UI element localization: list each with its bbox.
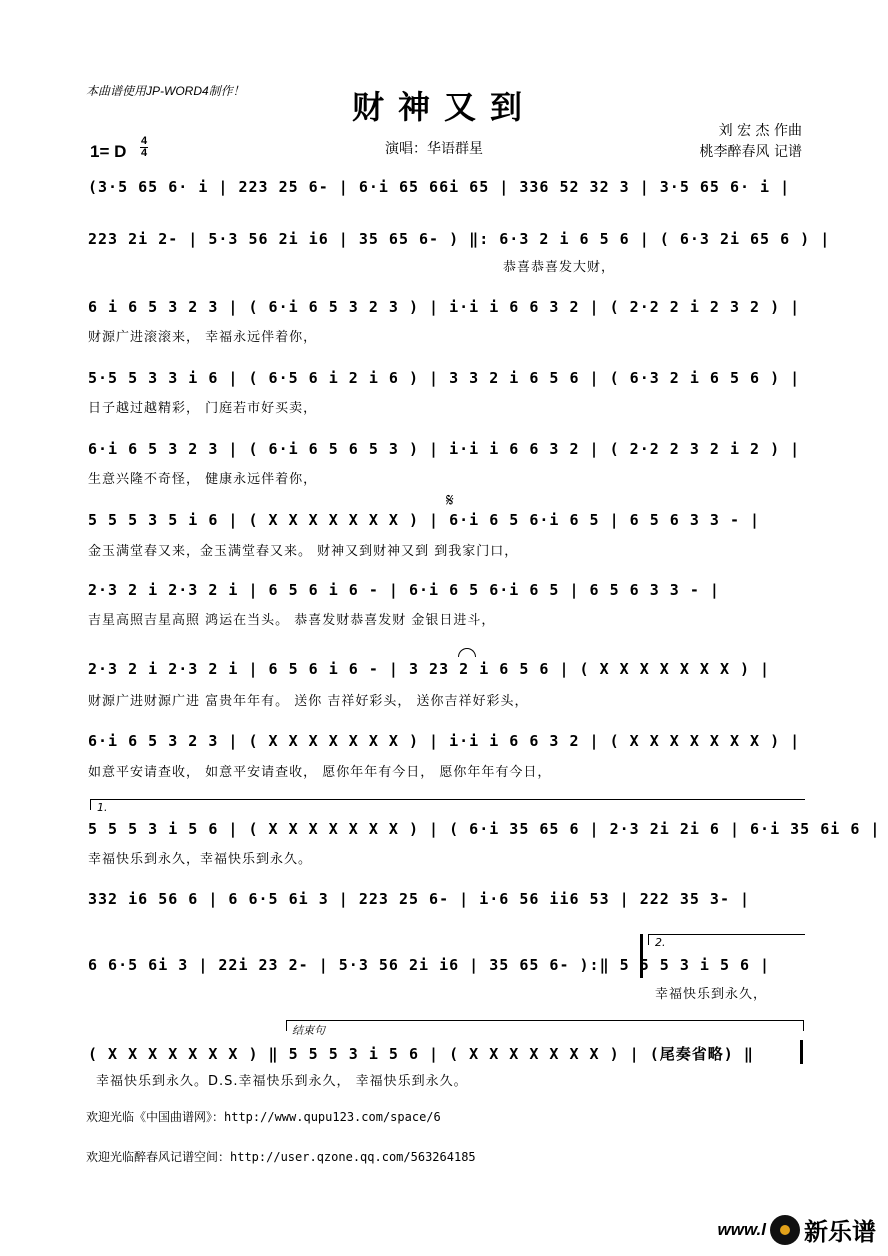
lyric-line-4: 日子越过越精彩， 门庭若市好买卖， [88,401,318,416]
volta-2-label: 2. [655,936,666,949]
score-line-13: ( X X X X X X X ) ‖ 5 5 5 3 i 5 6 | ( X X X X X X X ) | (尾奏省略) ‖ [88,1045,754,1063]
coda-label: 结束句 [292,1024,325,1037]
lyric-line-5: 生意兴隆不奇怪， 健康永远伴着你， [88,472,318,487]
lyric-line-2: 恭喜恭喜发大财， [503,260,616,275]
lyric-line-3: 财源广进滚滚来， 幸福永远伴着你， [88,330,318,345]
key-signature: 1= D [90,142,127,161]
record-disc-icon [770,1215,800,1245]
coda-bracket [286,1020,804,1031]
lyric-line-13: 幸福快乐到永久。D.S.幸福快乐到永久， 幸福快乐到永久。 [96,1074,468,1089]
segno-sign: 𝄋 [446,490,454,511]
fermata-mark [458,648,476,657]
volta-bracket-2 [648,934,805,949]
singer-credit: 演唱：华语群星 [385,141,483,157]
volta-1-label: 1. [97,801,108,814]
site-logo[interactable] [718,1212,877,1247]
final-barline [800,1040,803,1064]
score-line-9: 6·i 6 5 3 2 3 | ( X X X X X X X ) | i·i i 6 6 3 2 | ( X X X X X X X ) | [88,732,801,750]
software-note: 本曲谱使用JP-WORD4制作！ [86,84,245,98]
footer-link-qzone[interactable]: 欢迎光临醉春风记谱空间：http://user.qzone.qq.com/563264185 [86,1150,476,1164]
score-line-5: 6·i 6 5 3 2 3 | ( 6·i 6 5 6 5 3 ) | i·i i 6 6 3 2 | ( 2·2 2 3 2 i 2 ) | [88,440,801,458]
time-signature-top: 4 [141,135,148,147]
footer-link-qupu[interactable]: 欢迎光临《中国曲谱网》：http://www.qupu123.com/space/6 [86,1110,441,1124]
composer-credit: 刘 宏 杰 作曲 [718,123,802,139]
score-line-3: 6 i 6 5 3 2 3 | ( 6·i 6 5 3 2 3 ) | i·i i 6 6 3 2 | ( 2·2 2 i 2 3 2 ) | [88,298,801,316]
time-signature-bottom: 4 [141,147,148,159]
score-line-1: (3·5 65 6· i | 223 25 6- | 6·i 65 66i 65 | 336 52 32 3 | 3·5 65 6· i | [88,178,791,196]
lyric-line-10: 幸福快乐到永久，幸福快乐到永久。 [88,852,313,867]
score-line-8: 2·3 2 i 2·3 2 i | 6 5 6 i 6 - | 3 23 2 i 6 5 6 | ( X X X X X X X ) | [88,660,771,678]
score-line-12: 6 6·5 6i 3 | 22i 23 2- | 5·3 56 2i i6 | 35 65 6- ):‖ 5 5 5 3 i 5 6 | [88,956,771,974]
score-line-7: 2·3 2 i 2·3 2 i | 6 5 6 i 6 - | 6·i 6 5 6·i 6 5 | 6 5 6 3 3 - | [88,581,720,599]
lyric-line-8: 财源广进财源广进 富贵年年有。 送你 吉祥好彩头， 送你吉祥好彩头， [88,694,529,709]
lyric-line-12: 幸福快乐到永久， [655,987,768,1002]
logo-www-text: www.l [717,1219,766,1239]
lyric-line-6: 金玉满堂春又来，金玉满堂春又来。 财神又到财神又到 到我家门口， [88,544,519,559]
lyric-line-7: 吉星高照吉星高照 鸿运在当头。 恭喜发财恭喜发财 金银日进斗， [88,613,496,628]
score-line-10: 5 5 5 3 i 5 6 | ( X X X X X X X ) | ( 6·i 35 65 6 | 2·3 2i 2i 6 | 6·i 35 6i 6 | [88,820,881,838]
lyric-line-9: 如意平安请查收， 如意平安请查收， 愿你年年有今日， 愿你年年有今日， [88,765,552,780]
score-line-11: 332 i6 56 6 | 6 6·5 6i 3 | 223 25 6- | i·6 56 ii6 53 | 222 35 3- | [88,890,751,908]
score-line-4: 5·5 5 3 3 i 6 | ( 6·5 6 i 2 i 6 ) | 3 3 2 i 6 5 6 | ( 6·3 2 i 6 5 6 ) | [88,369,801,387]
transcriber-credit: 桃李醉春风 记谱 [699,144,802,160]
time-signature [140,136,148,159]
logo-brand-text: 新乐谱 [804,1218,876,1246]
score-line-6: 5 5 5 3 5 i 6 | ( X X X X X X X ) | 6·i 6 5 6·i 6 5 | 6 5 6 3 3 - | [88,511,761,529]
volta-bracket-1 [90,799,805,814]
score-line-2: 223 2i 2- | 5·3 56 2i i6 | 35 65 6- ) ‖: 6·3 2 i 6 5 6 | ( 6·3 2i 65 6 ) | [88,230,831,248]
song-title: 财神又到 [351,88,536,126]
